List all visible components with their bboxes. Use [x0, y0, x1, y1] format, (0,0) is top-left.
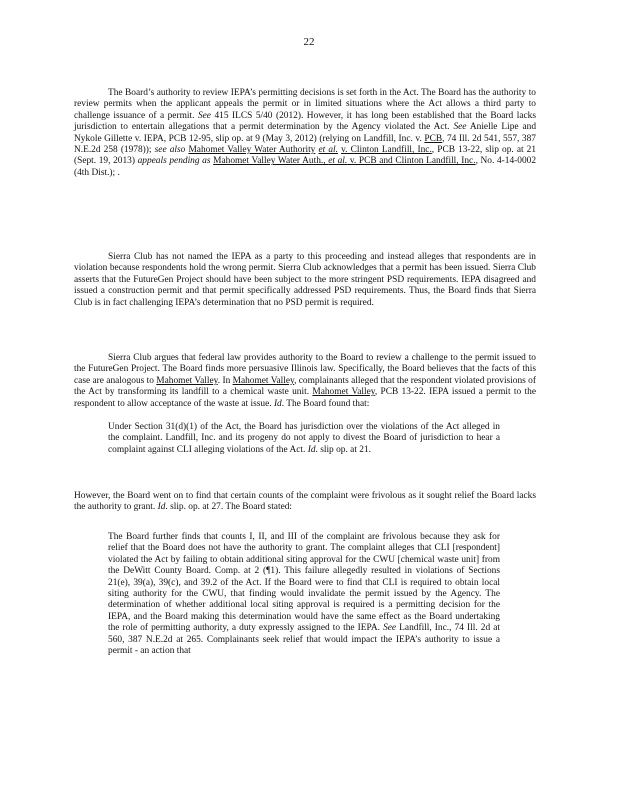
text-run: , PCB 13-22, slip op. at 21 (Sept. 19, 2013)	[74, 145, 537, 167]
text-run: et al.	[318, 145, 338, 156]
text-run: , 74 Ill. 2d 541, 557, 387 N.E.2d 258 (1978));	[74, 133, 536, 156]
authority-paragraph	[74, 88, 536, 179]
text-run: Mahomet Valley Water Auth.,	[213, 156, 329, 167]
federal-law-paragraph	[74, 353, 536, 410]
sierra-club-named-paragraph	[74, 252, 536, 309]
text-run: Mahomet Valley	[312, 387, 375, 398]
text-run: Id	[273, 398, 282, 409]
text-run: v. Clinton Landfill, Inc.	[341, 145, 432, 156]
text-run: . The Board found that:	[281, 398, 370, 409]
text-run: Landfill, Inc., 74 Ill. 2d at 560, 387 N.E.2d at 265. Complainants seek relief that would impact the IEPA’s authority to issue a permit - an action that	[108, 623, 500, 657]
text-run: . slip. op. at 27. The Board stated:	[165, 502, 293, 513]
text-run: et al.	[328, 156, 348, 167]
text-run: 415 ILCS 5/40 (2012). However, it has long been established that the Board lacks jurisdiction to entertain allegations that a permit determination by the Agency violated the Act.	[74, 110, 536, 133]
text-run: Id	[157, 502, 166, 513]
text-run: v. PCB and Clinton Landfill, Inc.	[347, 156, 476, 167]
text-run: PCB	[424, 133, 443, 144]
text-run: Mahomet Valley Water Authority	[188, 145, 316, 156]
text-run: Under Section 31(d)(1) of the Act, the Board has jurisdiction over the violations of the Act alleged in the complaint. Landfill, Inc. and its progeny do not apply to divest the Board of jurisdiction to hear a complaint against CLI alleging violations of the Act.	[108, 422, 500, 455]
text-run: appeals pending as	[137, 156, 211, 167]
text-run: , PCB 13-22. IEPA issued a permit to the respondent to allow acceptance of the waste at issue.	[74, 387, 536, 409]
text-run: Mahomet Valley	[232, 375, 295, 386]
text-run: Sierra Club argues that federal law provides authority to the Board to review a challenge to the permit issued to the FutureGen Project. The Board finds more persuasive Illinois law. Specifically, the Board believes that the facts of this case are analogous to	[74, 353, 536, 386]
text-run: The Board further finds that counts I, II, and III of the complaint are frivolous because they ask for relief that the Board does not have the authority to grant. The complaint alleges that CLI [respondent] violated the Act by failing to obtain additional siting approval for the CWU [chemical waste unit] from the DeWitt County Board. Comp. at 2 (¶1). This failure allegedly resulted in violations of Sections 21(e), 39(a), 39(c), and 39.2 of the Act. If the Board were to find that CLI is required to obtain local siting authority for the CWU, that finding would invalidate the permit issued by the Agency. The determination of whether additional local siting approval is required is a permitting decision for the IEPA, and the Board making this determination would have the same effect as the Board undertaking the role of permitting authority, a duty expressly assigned to the IEPA.	[108, 532, 500, 634]
block-quote-frivolous	[108, 532, 500, 657]
text-run: The Board’s authority to review IEPA’s permitting decisions is set forth in the Act. The Board has the authority to review permits when the applicant appeals the permit or in limited situations where the Act allows a third party to challenge issuance of a permit.	[74, 88, 536, 121]
block-quote-jurisdiction	[108, 422, 500, 456]
text-run: See	[383, 623, 397, 634]
text-run: However, the Board went on to find that certain counts of the complaint were frivolous as it sought relief the Board lacks the authority to grant.	[74, 491, 536, 513]
text-run: , complainants alleged that the respondent violated provisions of the Act by transforming its landfill to a chemical waste unit.	[74, 375, 536, 398]
text-run: Sierra Club has not named the IEPA as a party to this proceeding and instead alleges that respondents are in violation because respondents hold the wrong permit. Sierra Club acknowledges that a permit has been issued. Sierra Club asserts that the FutureGen Project should have been subject to the more stringent PSD requirements. IEPA disagreed and issued a construction permit and that permit specifically addressed PSD requirements. Thus, the Board finds that Sierra Club is in fact challenging IEPA’s determination that no PSD permit is required.	[74, 252, 536, 308]
text-run: See	[453, 122, 467, 133]
text-run: . In	[217, 375, 233, 386]
however-paragraph	[74, 491, 536, 514]
text-run: Mahomet Valley	[156, 375, 218, 386]
text-run: Anielle Lipe and Nykole Gillette v. IEPA, PCB 12-95, slip op. at 9 (May 3, 2012) (relying on Landfill, Inc. v.	[74, 122, 537, 144]
text-run: see also	[154, 145, 186, 156]
text-run: . slip op. at 21.	[315, 444, 371, 455]
page-number: 22	[303, 36, 315, 48]
text-run: See	[197, 110, 211, 121]
text-run: , No. 4-14-0002 (4th Dist.); .	[74, 156, 537, 178]
text-run: Id	[307, 444, 316, 455]
